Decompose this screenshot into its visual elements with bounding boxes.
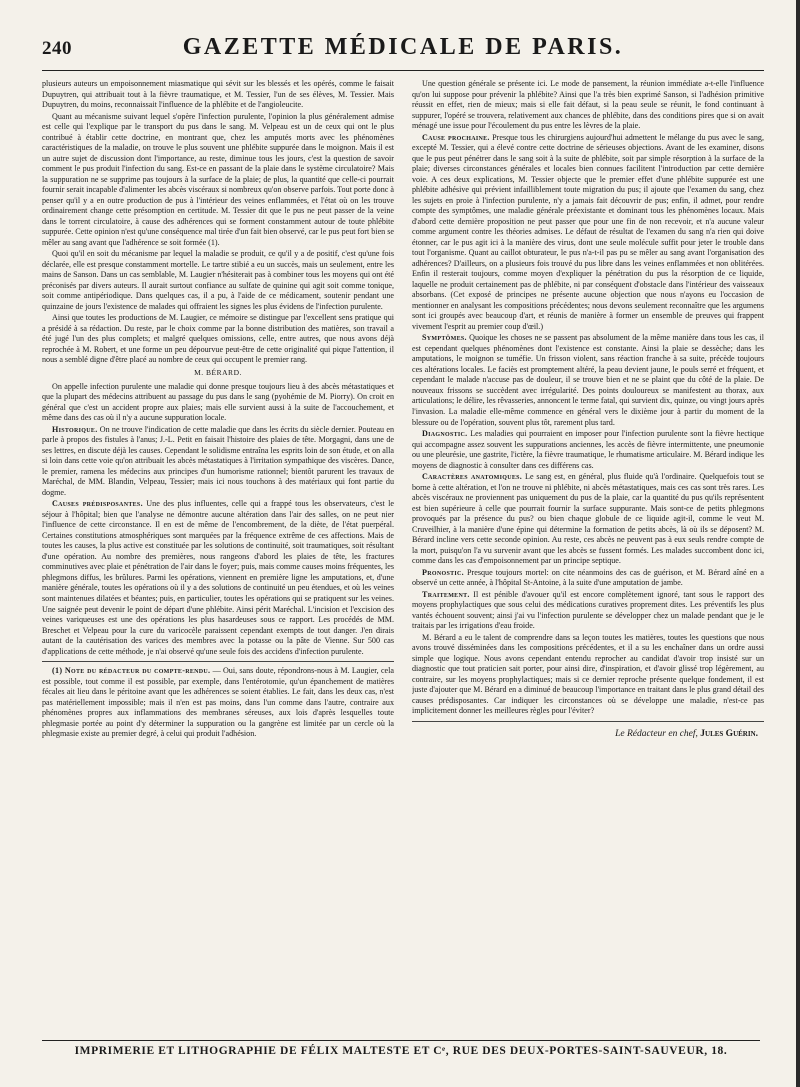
footnote-text: — Oui, sans doute, répondrons-nous à M. Laugier, cela est possible, tout comme il est possible, par exemple, dans l'entérotomie, qu'un épanchement de matières fécales ait lieu dans le péritoine avant que les adhérences se soient établies. Le fait, dans les deux cas, n'est pas matériellement impossible; mais il n'en est pas moins, dans l'un comme dans l'autre, contraire aux phénomènes propres aux inflammations des membranes séreuses, aux lois d'après lesquelles toute phlegmasie portée au point d'y déterminer la suppuration ou la gangrène est limitée par un cercle où la phlegmasie existe au premier degré, à celui qui produit l'adhésion.	[42, 666, 394, 739]
paragraph: Une question générale se présente ici. Le mode de pansement, la réunion immédiate a-t-elle l'influence qu'on lui suppose pour prévenir la phlébite? Ainsi que l'a très bien exprimé Sanson, si l'adhésion primitive réussit en effet, rien de mieux; mais si elle fait défaut, si la peau seule se réunit, le fond continuant à suppurer, l'opéré se trouvera, relativement aux chances de phlébite, dans des conditions pires que si on avait ménagé une issue pour l'écoulement du pus entre les lèvres de la plaie.	[412, 79, 764, 131]
left-column	[42, 79, 394, 997]
section-text: Les maladies qui pourraient en imposer pour l'infection purulente sont la fièvre hectique qui accompagne assez souvent les suppurations anciennes, les accès de fièvre intermittente, une pneumonie ou une pleurésie, une gastrite, l'ictère, la fièvre traumatique, le rhumatisme articulaire. M. Bérard indique les moyens de diagnostic à consulter dans ces différens cas.	[412, 429, 764, 470]
section-text: On ne trouve l'indication de cette maladie que dans les écrits du siècle dernier. Pouteau en parle à propos des fistules à l'anus; J.-L. Petit en faisait l'histoire des plaies de tête. Morgagni, dans une de ses lettres, en discute déjà les causes. Cependant le solidisme entraîna les esprits loin de son étude, et on alla si loin dans cette voie qu'on attribuait les abcès métastatiques à l'irritation sympathique des viscères. Dance, le premier, ramena les médecins aux principes d'un humorisme rationnel; bientôt parurent les travaux de Maréchal, de MM. Blandin, Velpeau, Tessier; mais ici nous touchons à des matériaux qui font partie du dogme.	[42, 424, 394, 497]
right-column	[412, 79, 764, 997]
section-heading: Symptômes.	[422, 333, 467, 343]
masthead-title: GAZETTE MÉDICALE DE PARIS.	[182, 34, 624, 60]
footnote-divider	[42, 661, 394, 662]
section-heading: Causes prédisposantes.	[52, 499, 143, 509]
paragraph: Quant au mécanisme suivant lequel s'opère l'infection purulente, l'opinion la plus généralement admise est celle qui l'explique par le transport du pus dans le sang. M. Velpeau est un de ceux qui ont le plus contribué à établir cette doctrine, en montrant que, chez les amputés morts avec les phénomènes caractéristiques de la maladie, on trouve le plus souvent une phlébite suppurée dans le moignon. Mais il est un autre sujet de discussion dont l'importance, au reste, diminue tous les jours, c'est la question de savoir comment le pus produit l'infection du sang. Est-ce en passant de la plaie dans le système circulatoire? Mais la suppuration ne se supprime pas toujours à la surface de la plaie; de plus, la quantité que celle-ci pourrait fournir serait incapable d'alimenter les abcès viscéraux si nombreux qu'on observe parfois. Tout porte donc à penser qu'il y a en outre production de pus à l'intérieur des veines enflammées, et l'état où on les trouve ordinairement change cette présomption en certitude. M. Tessier dit que le pus ne peut passer de la veine dans le torrent circulatoire, à cause des adhérences qui se forment constamment autour de toute phlébite suppurée. Cette opinion n'est qu'une conséquence mal tirée d'un fait bien observé, car le pus peut fort bien se mêler au sang avant que l'adhérence se soit formée (1).	[42, 111, 394, 247]
section-paragraph	[412, 590, 764, 632]
section-text: Quoique les choses ne se passent pas absolument de la même manière dans tous les cas, il est cependant quelques phénomènes dont l'existence est constante. Ainsi la plaie se dessèche; dans les amputations, le moignon se tuméfie. Un frisson violent, sans réaction franche à sa suite, précède toujours ces altérations locales. Le faciès est promptement altéré, la peau devient jaune, le pouls serré et fréquent, et cependant le malade n'accuse pas de douleur, il se trouve bien et ne se plaint que du côté de la plaie. De nouveaux frissons se succèdent avec irrégularité. Des points douloureux se manifestent au thorax, aux articulations; le délire, les rêvasseries, annoncent le terme fatal, qui survient dix, quinze, ou vingt jours après l'invasion. La maladie elle-même commence en général vers le dixième jour à partir du moment de la blessure ou de l'opération, souvent plus tôt, rarement plus tard.	[412, 333, 764, 427]
section-text: Presque tous les chirurgiens aujourd'hui admettent le mélange du pus avec le sang, excepté M. Tessier, qui a élevé contre cette doctrine de sérieuses objections. Avant de les examiner, disons que le pus peut pénétrer dans le sang soit à la suite de phlébite, soit par simple résorption à la surface de la plaie; diverses circonstances générales et locales bien connues facilitent l'introduction par cette dernière voie. A ces deux explications, M. Tessier objecte que le premier effet d'une phlébite suppurée est une phlébite adhésive qui prévient infailliblement toute migration du pus; il ajoute que l'examen du sang, chez les sujets en proie à l'infection purulente, n'y a jamais fait découvrir de pus; enfin, il admet, pour rendre compte des symptômes, une maladie générale préexistante et dominant tous les phénomènes locaux. Mais d'abord cette dernière proposition ne peut passer que pour une fin de non recevoir, et n'a aucune valeur comme argument contre les théories admises. Le défaut de résultat de l'examen du sang n'a rien qui doive étonner, car le pus agit ici à la manière des virus, dont une seule molécule suffit pour jeter le trouble dans tout l'organisme. Quant au caillot obturateur, le pus n'a-t-il pas pu se mêler au sang avant l'organisation des adhérences? D'ailleurs, on a plusieurs fois trouvé du pus libre dans les veines enflammées et non oblitérées. Enfin il resterait toujours, comme moyen d'expliquer la pénétration du pus la résorption de ce liquide, laquelle ne produit certainement pas de phlébite, ni par conséquent d'obstacle dans l'intérieur des vaisseaux absorbans. (Cet exposé de principes ne présente aucune objection que nous n'ayons eu l'occasion de mentionner en analysant les compositions précédentes; nous devons seulement reconnaître que les argumens sont ici groupés avec beaucoup d'art, et réunis de manière à former un ensemble de preuves qui frappent vivement l'esprit au premier coup d'œil.)	[412, 132, 764, 331]
editor-name: Jules Guérin.	[700, 728, 758, 739]
article-columns	[42, 79, 764, 997]
footnote-heading: (1) Note du rédacteur du compte-rendu.	[52, 666, 211, 676]
editor-signature	[412, 728, 764, 740]
paragraph: Quoi qu'il en soit du mécanisme par lequel la maladie se produit, ce qu'il y a de positif, c'est qu'une fois déclarée, elle est presque constamment mortelle. Le tartre stibié a eu un succès, mais un seulement, entre les mains de Sanson. Dans un cas semblable, M. Laugier n'hésiterait pas à combiner tous les moyens qui ont été préconisés par divers auteurs. Il aurait surtout confiance au sulfate de quinine qui agit soit comme tonique, soit comme antipériodique. Dans quelques cas, il a pu, à l'aide de ce médicament, soutenir pendant une quinzaine de jours l'existence de malades qui offraient les signes les plus évidens de l'infection purulente.	[42, 249, 394, 311]
section-heading: Diagnostic.	[422, 429, 468, 439]
section-text: Le sang est, en général, plus fluide qu'à l'ordinaire. Quelquefois tout se borne à cette altération, et l'on ne trouve ni phlébite, ni abcès métastatiques, mais ces cas sont très rares. Les abcès viscéraux ne proviennent pas uniquement du pus de la plaie, car la quantité du pus qu'ils représentent est bien supérieure à celle que pourrait fournir la surface suppurante. Mais sont-ce de petits phlegmons provoqués par la présence du pus? ou bien chaque globule de ce liquide agit-il, comme le veut M. Cruveilhier, à la manière d'une épine qui détermine la formation de petits abcès, là où ils se déposent? M. Bérard incline vers cette seconde opinion. Au reste, ces abcès ne peuvent pas à eux seuls rendre compte de la mort, puisqu'on l'a vu survenir avant que les abcès se fussent formés. Les malades succombent donc ici, comme dans les cas d'empoisonnement par un principe septique.	[412, 472, 764, 566]
footnote	[42, 666, 394, 740]
page-header	[42, 34, 764, 71]
section-heading: Pronostic.	[422, 567, 464, 577]
paragraph: On appelle infection purulente une maladie qui donne presque toujours lieu à des abcès métastatiques et que la plupart des médecins attribuent au passage du pus dans le sang (pyohémie de M. Piorry). On croit en général que c'est un accident propre aux plaies; mais elle survient aussi à la suite de l'accouchement, et même dans des cas où il n'y a aucune suppuration locale.	[42, 381, 394, 423]
page-number: 240	[42, 38, 72, 59]
section-paragraph	[412, 568, 764, 589]
section-paragraph	[42, 425, 394, 499]
section-heading: Historique.	[52, 424, 98, 434]
section-heading: Traitement.	[422, 589, 470, 599]
section-paragraph	[412, 333, 764, 428]
section-heading: Caractères anatomiques.	[422, 472, 523, 482]
paragraph: plusieurs auteurs un empoisonnement miasmatique qui sévit sur les blessés et les opérés, comme le faisait Dupuytren, qui attribuait tout à la fièvre traumatique, et M. Tessier, l'un de ses élèves, M. Tessier. Mais Dupuytren, du moins, reconnaissait l'influence de la phlébite et de l'angioleucite.	[42, 79, 394, 110]
section-text: Une des plus influentes, celle qui a frappé tous les observateurs, c'est le séjour à l'hôpital; bien que l'analyse ne démontre aucune altération dans l'air des salles, on ne peut nier l'influence de cette circonstance. Il en est de même de l'encombrement, de la diète, de l'état puerpéral. Certaines constitutions atmosphériques sont marquées par la fréquence extrême de ces affections. Mais de toutes les causes, la plus active est constituée par les solutions de continuité, soit traumatiques, soit résultant d'une opération. Au nombre des premières, nous rangeons d'abord les plaies de tête, les fractures comminutives avec plaie et pénétration de l'air dans le foyer; puis, mais comme causes moins fréquentes, les phlegmons diffus, les brûlures. Parmi les opérations, viennent en première ligne les amputations, et, d'une manière générale, toutes les opérations où il y a des solutions de continuité un peu étendues, et où les veines sont maintenues dilatées et béantes; puis, en particulier, toutes les opérations qui se pratiquent sur les veines. Une saignée peut devenir le point de départ d'une phlébite. Ainsi périt Maréchal. L'incision et l'excision des veines variqueuses est une des opérations les plus hasardeuses sous ce rapport. Les procédés de MM. Breschet et Velpeau pour la cure du varicocèle paraissent cependant exempts de tout danger. J'en dirais autant de la cautérisation des varices des membres avec la potasse ou la pâte de Vienne. Sur 500 cas d'applications de cette méthode, je n'ai observé qu'une seule fois des accidens d'infection purulente.	[42, 499, 394, 656]
section-text: Il est pénible d'avouer qu'il est encore complètement ignoré, tant sous le rapport des moyens prophylactiques que sous celui des médications curatives proprement dites. Les préventifs les plus vantés échouent souvent; ainsi j'ai vu l'infection purulente se développer chez un malade pendant que je le traitais par les irrigations d'eau froide.	[412, 589, 764, 631]
paragraph: M. Bérard a eu le talent de comprendre dans sa leçon toutes les matières, toutes les questions que nous avons trouvé disséminées dans les compositions précédentes, et il a su les enchaîner dans un ordre aussi simple que logique. Nous avons cependant entendu reprocher au candidat d'avoir trop insisté sur un diagnostic que tout praticien sait porter, pour ainsi dire, d'inspiration, et d'avoir glissé trop légèrement, au contraire, sur les moyens prophylactiques; mais si ce dernier reproche présente quelque fondement, il est juste d'ajouter que M. Bérard en a diminué de beaucoup l'importance en traitant dans le plus grand détail des causes prédisposantes. Car indiquer les circonstances où se développe une maladie, n'est-ce pas implicitement donner les meilleures règles pour l'éviter?	[412, 632, 764, 716]
page-edge-shadow	[796, 0, 800, 1087]
paragraph: Ainsi que toutes les productions de M. Laugier, ce mémoire se distingue par l'excellent sens pratique qui a présidé à sa rédaction. Du reste, par le choix comme par la bonne distribution des matières, son travail a été jugé l'un des plus complets; et malgré quelques omissions, celle, entre autres, que nous avons déjà reprochée à M. Robert, et une forme un peu dépourvue peut-être de cette originalité qui pique l'attention, il nous a semblé digne d'être placé au nombre de ceux qui occupent le premier rang.	[42, 313, 394, 365]
section-paragraph	[412, 133, 764, 333]
section-paragraph	[412, 429, 764, 471]
section-text: Presque toujours mortel: on cite néanmoins des cas de guérison, et M. Bérard aîné en a observé un cette année, à l'hôpital St-Antoine, à la suite d'une amputation de jambe.	[412, 567, 764, 588]
author-signature: M. BÉRARD.	[194, 367, 242, 377]
section-paragraph	[412, 472, 764, 567]
section-heading: Cause prochaine.	[422, 132, 490, 142]
printer-imprint: IMPRIMERIE ET LITHOGRAPHIE DE FÉLIX MALTESTE ET Cᵉ, RUE DES DEUX-PORTES-SAINT-SAUVEUR, 18.	[42, 1040, 760, 1057]
closing-divider	[412, 721, 764, 722]
section-paragraph	[42, 499, 394, 657]
editor-label: Le Rédacteur en chef,	[615, 728, 698, 739]
